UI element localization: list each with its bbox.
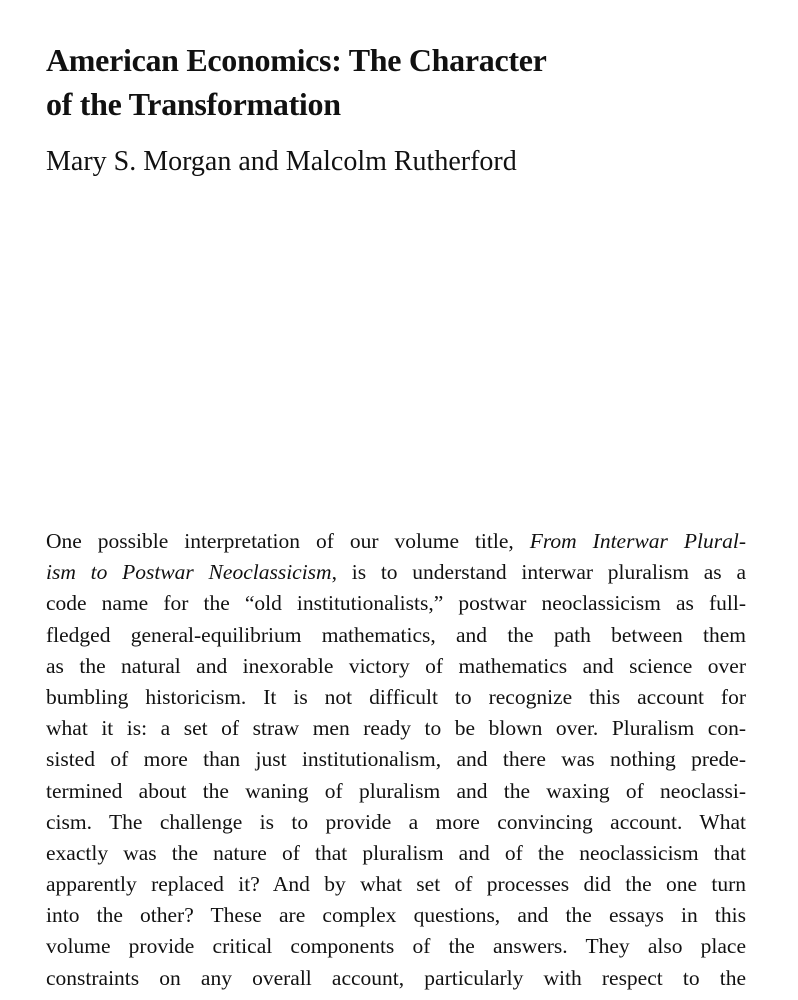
body-text-run: , is to understand interwar pluralism as a bbox=[331, 560, 746, 585]
body-line bbox=[46, 776, 746, 807]
body-text-run: sisted of more than just institutionalism, and there was nothing prede- bbox=[46, 747, 746, 772]
body-text-run: as the natural and inexorable victory of mathematics and science over bbox=[46, 653, 746, 678]
body-text-run: One possible interpretation of our volume title, bbox=[46, 529, 530, 553]
body-line bbox=[46, 588, 746, 619]
title-line-1: American Economics: The Character bbox=[46, 42, 547, 78]
body-line bbox=[46, 557, 746, 588]
body-text-run: apparently replaced it? And by what set of processes did the one turn bbox=[46, 872, 746, 897]
body-line bbox=[46, 963, 746, 994]
article-authors: Mary S. Morgan and Malcolm Rutherford bbox=[46, 146, 517, 177]
title-line-2: of the Transformation bbox=[46, 86, 341, 122]
body-text-run: what it is: a set of straw men ready to be blown over. Pluralism con- bbox=[46, 716, 746, 741]
body-line bbox=[46, 526, 746, 557]
body-text-run: code name for the “old institutionalists,” postwar neoclassicism as full- bbox=[46, 591, 746, 616]
body-line bbox=[46, 807, 746, 838]
body-text-run: constraints on any overall account, particularly with respect to the bbox=[46, 965, 746, 990]
body-line bbox=[46, 900, 746, 931]
article-title bbox=[46, 38, 746, 126]
article-body bbox=[46, 526, 746, 994]
body-text-run: exactly was the nature of that pluralism and of the neoclassicism that bbox=[46, 840, 746, 865]
body-text-run: termined about the waning of pluralism and the waxing of neoclassi- bbox=[46, 778, 746, 803]
body-line bbox=[46, 838, 746, 869]
italic-title-run: From Interwar Plural- bbox=[529, 529, 746, 553]
body-line bbox=[46, 744, 746, 775]
body-line bbox=[46, 620, 746, 651]
italic-title-run: ism to Postwar Neoclassicism bbox=[46, 560, 332, 585]
body-text-run: cism. The challenge is to provide a more convincing account. What bbox=[46, 809, 746, 834]
body-text-run: into the other? These are complex questions, and the essays in this bbox=[46, 903, 746, 928]
body-line bbox=[46, 651, 746, 682]
body-text-run: fledged general-equilibrium mathematics, and the path between them bbox=[46, 622, 746, 647]
body-line bbox=[46, 713, 746, 744]
body-text-run: volume provide critical components of the answers. They also place bbox=[46, 934, 746, 959]
article-page bbox=[46, 0, 746, 1000]
body-line bbox=[46, 931, 746, 962]
body-text-run: bumbling historicism. It is not difficult to recognize this account for bbox=[46, 684, 746, 709]
body-line bbox=[46, 869, 746, 900]
body-line bbox=[46, 682, 746, 713]
